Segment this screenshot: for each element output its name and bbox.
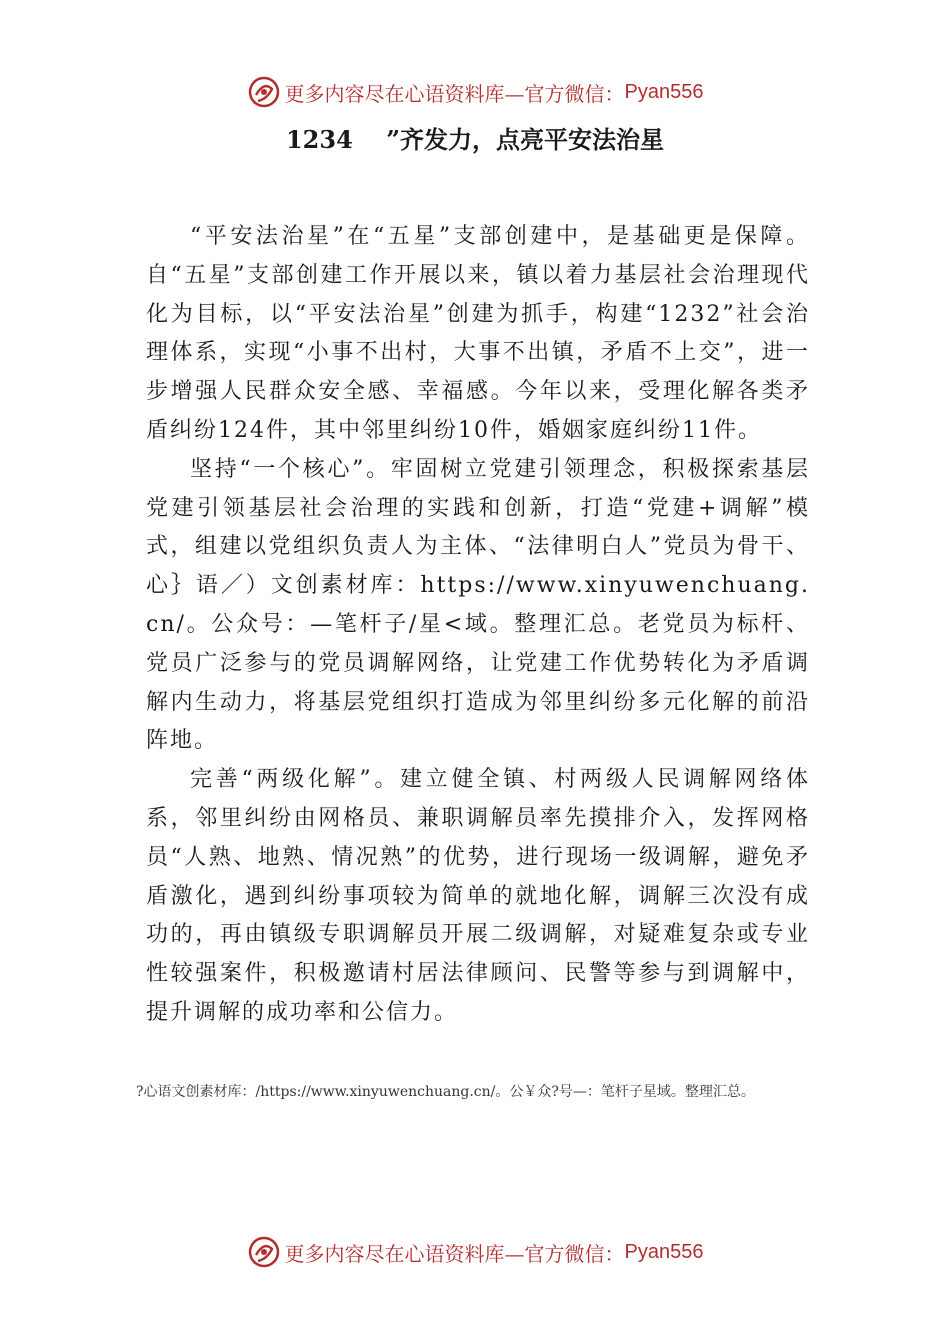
paragraph: “平安法治星”在“五星”支部创建中，是基础更是保障。自“五星”支部创建工作开展以来，镇以着力基层社会治理现代化为目标，以“平安法治星”创建为抓手，构建“1232”社会治理体系，实现“小事不出村，大事不出镇，矛盾不上交”，进一步增强人民群众安全感、幸福感。今年以来，受理化解各类矛盾纠纷124件，其中邻里纠纷10件，婚姻家庭纠纷11件。 bbox=[146, 224, 810, 443]
page-title: 1234 ”齐发力，点亮平安法治星 bbox=[285, 125, 665, 154]
paragraph: 完善“两级化解”。建立健全镇、村两级人民调解网络体系，邻里纠纷由网格员、兼职调解员率先摸排介入，发挥网格员“人熟、地熟、情况熟”的优势，进行现场一级调解，避免矛盾激化，遇到纠纷事项较为简单的就地化解，调解三次没有成功的，再由镇级专职调解员开展二级调解，对疑难复杂或专业性较强案件，积极邀请村居法律顾问、民警等参与到调解中，提升调解的成功率和公信力。 bbox=[146, 767, 810, 1025]
banner-text: 更多内容尽在心语资料库—官方微信： bbox=[284, 81, 625, 106]
banner-wechat: Pyan556 bbox=[624, 80, 704, 103]
footnote: ?心语文创素材库：/https://www.xinyuwenchuang.cn/。公￥众?号—：笔杆子星域。整理汇总。 bbox=[136, 1084, 755, 1100]
banner-wechat: Pyan556 bbox=[624, 1240, 704, 1263]
logo-icon bbox=[247, 1235, 281, 1269]
banner-text: 更多内容尽在心语资料库—官方微信： bbox=[284, 1241, 625, 1266]
paragraph: 坚持“一个核心”。牢固树立党建引领理念，积极探索基层党建引领基层社会治理的实践和创新，打造“党建+调解”模式，组建以党组织负责人为主体、“法律明白人”党员为骨干、心｝语／）文创素材库：https://www.xinyuwenchuang.cn/。公众号：—笔杆子/星<域。整理汇总。老党员为标杆、党员广泛参与的党员调解网络，让党建工作优势转化为矛盾调解内生动力，将基层党组织打造成为邻里纠纷多元化解的前沿阵地。 bbox=[146, 456, 810, 754]
bottom-banner bbox=[0, 1232, 950, 1272]
top-banner bbox=[0, 72, 950, 112]
article-body bbox=[146, 218, 810, 1033]
logo-icon bbox=[247, 75, 281, 109]
